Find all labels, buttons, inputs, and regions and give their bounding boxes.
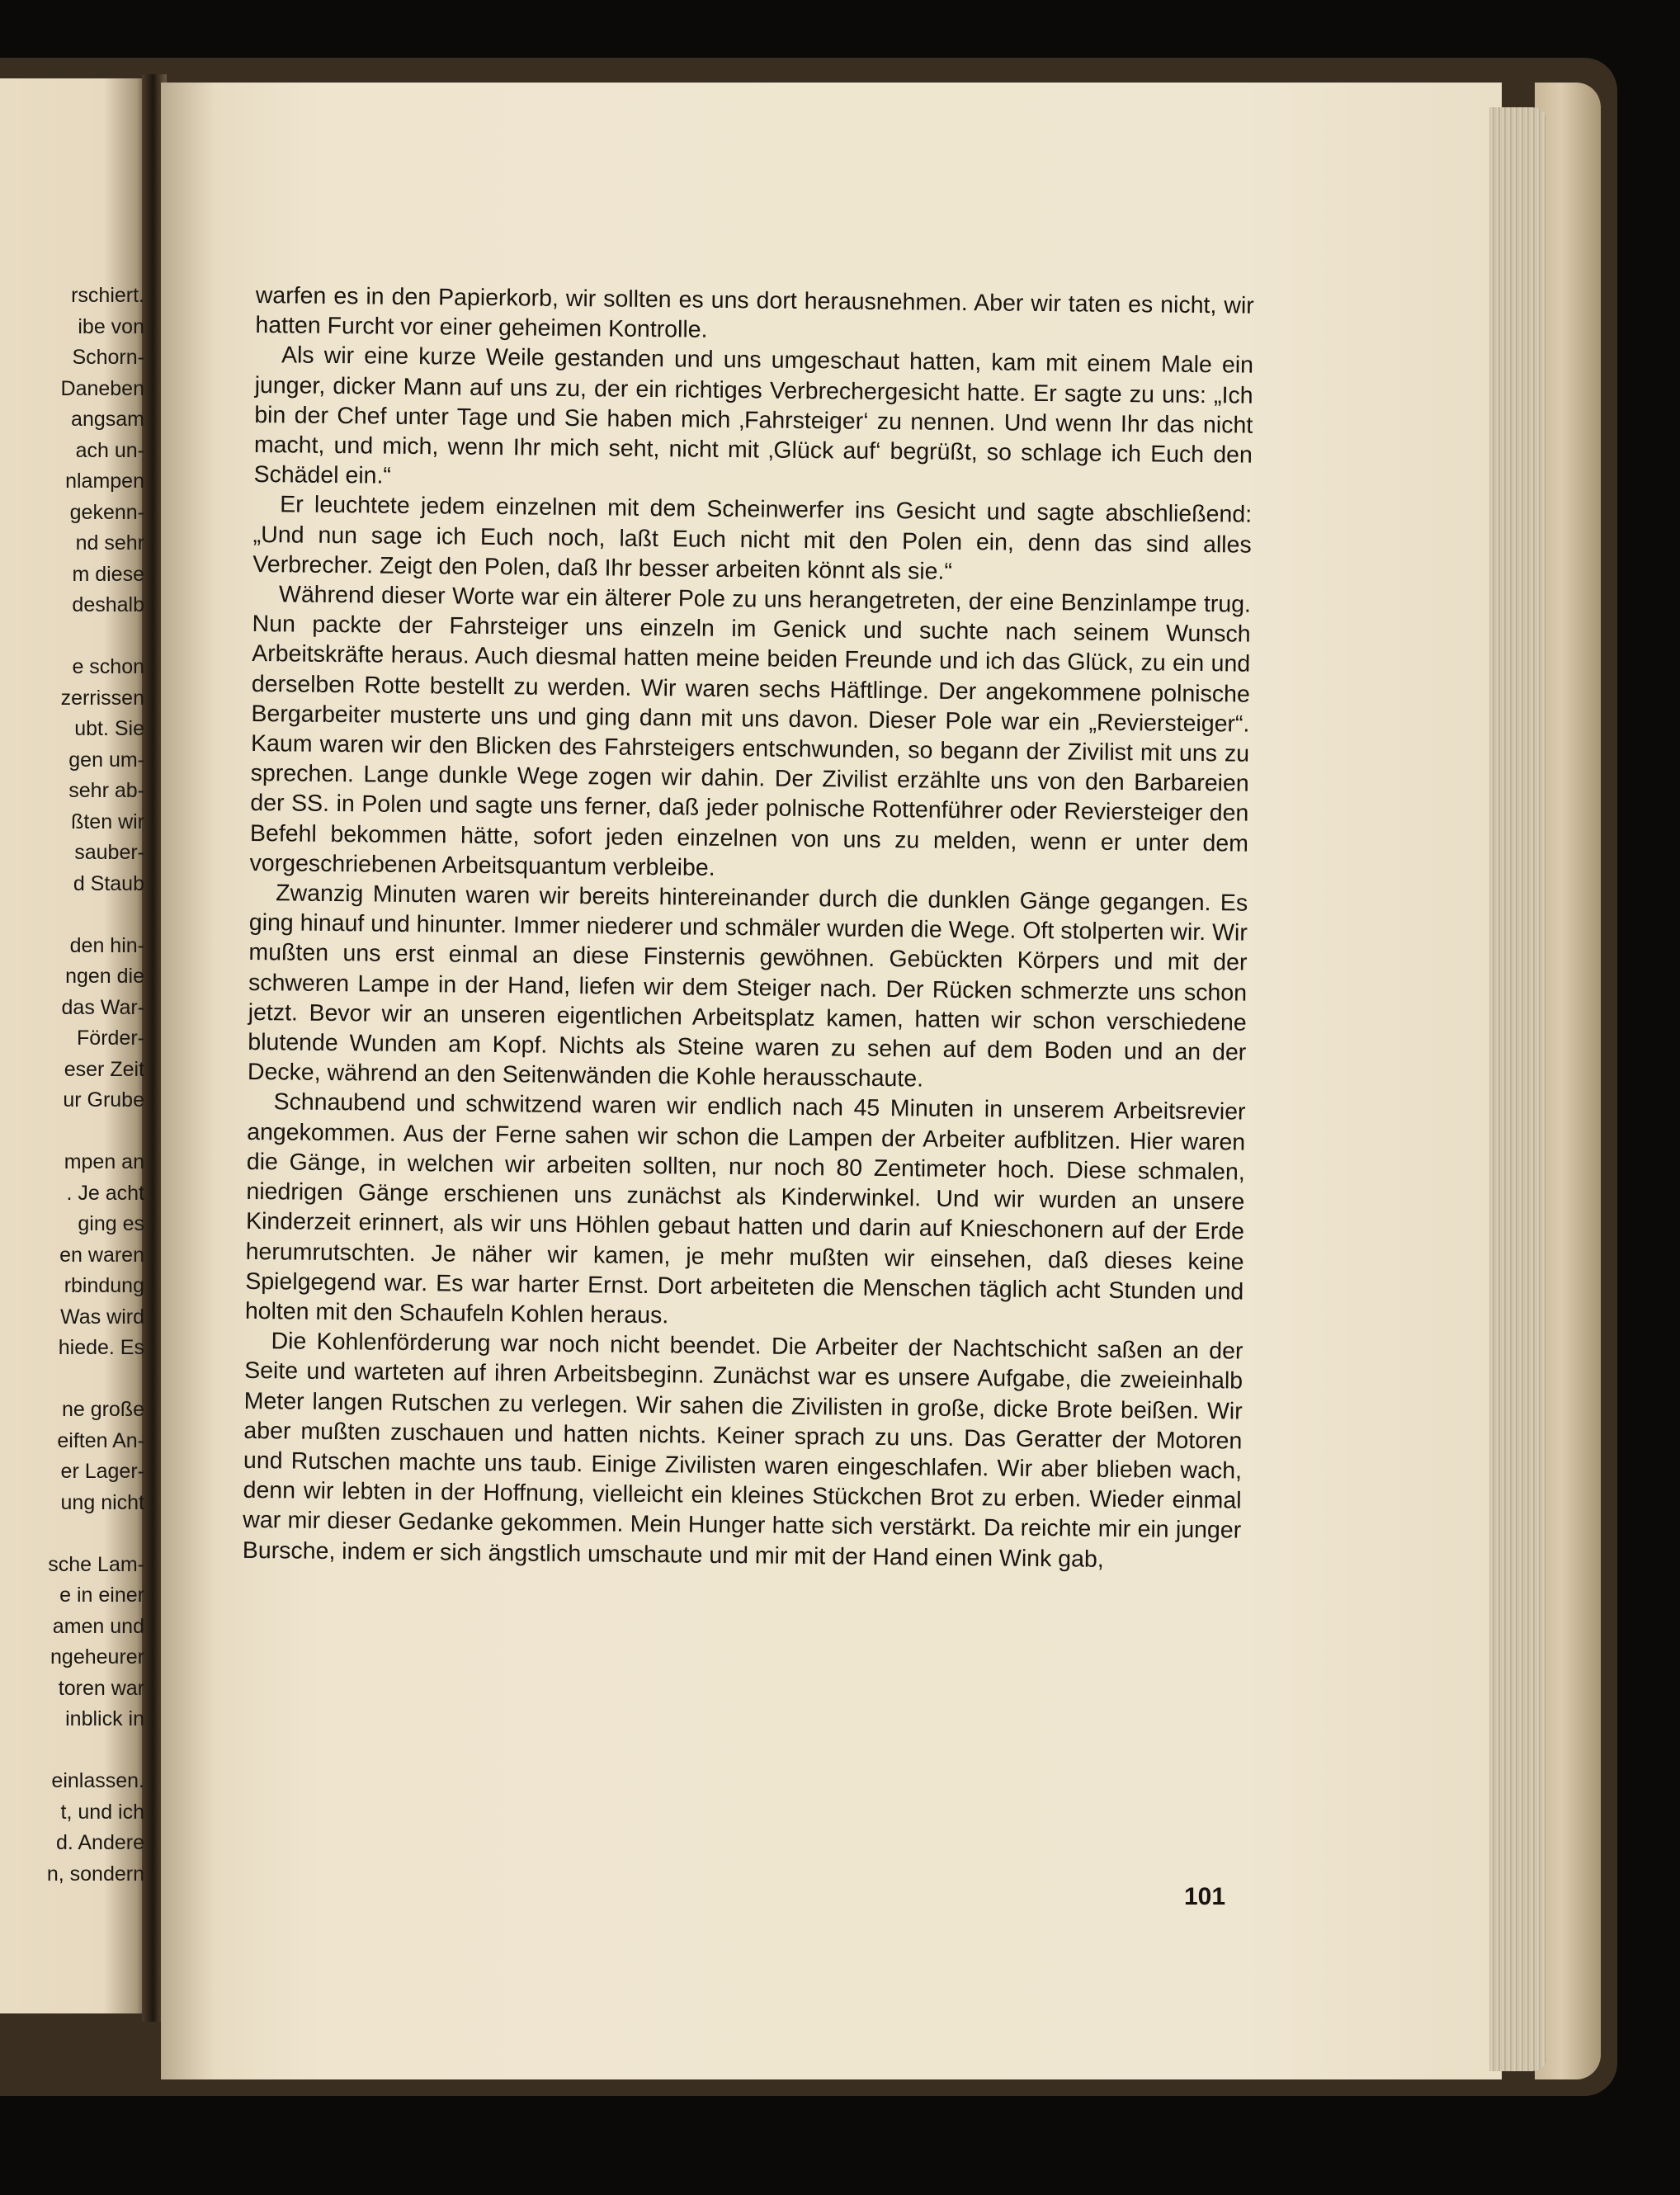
- paragraph: Schnaubend und schwitzend waren wir endlich nach 45 Minuten in unserem Arbeitsrevier angekommen. Aus der Ferne sahen wir schon die Lampen der Arbeiter aufblitzen. Hier waren die Gänge, in welchen wir arbeiten sollten, nur noch 80 Zentimeter hoch. Diese schmalen, niedrigen Gänge erschienen uns zunächst als Kinderwinkel. Und wir wurden an unsere Kinderzeit erinnert, als wir uns Höhlen gebaut hatten und darin auf Knieschonern auf der Erde herumrutschten. Je näher wir kamen, je mehr mußten wir einsehen, daß dieses keine Spielgegend war. Es war harter Ernst. Dort arbeiteten die Menschen täglich acht Stunden und holten mit den Schaufeln Kohlen heraus.: [244, 1088, 1246, 1329]
- left-page-line: n, sondern: [46, 1862, 144, 1886]
- left-page-line: zerrissen: [60, 686, 144, 710]
- left-page-line: amen und: [52, 1614, 144, 1638]
- left-page-line: rbindung: [64, 1274, 144, 1297]
- left-page-line: rschiert.: [71, 284, 144, 307]
- left-page-line: Was wird: [60, 1305, 144, 1329]
- left-page-line: ging es: [78, 1212, 144, 1235]
- left-page-gap: [0, 1116, 144, 1148]
- left-page-line: ur Grube: [63, 1088, 144, 1112]
- left-page-line: t, und ich: [60, 1800, 144, 1824]
- left-page-line: angsam: [71, 408, 144, 431]
- left-page-gap: [0, 1364, 144, 1395]
- left-page-line: gen um-: [68, 748, 144, 772]
- left-page-line: Schorn-: [72, 346, 144, 369]
- left-page-line: sche Lam-: [48, 1552, 144, 1576]
- left-page-line: ung nicht: [60, 1490, 144, 1514]
- paragraph: Zwanzig Minuten waren wir bereits hintereinander durch die dunklen Gänge gegangen. Es ging hinauf und hinunter. Immer niederer und schmäler wurden die Wege. Oft stolperten wir. Wir mußten uns erst einmal an diese Finsternis gewöhnen. Gebückten Körpers und mit der schweren Lampe in der Hand, liefen wir dem Steiger nach. Der Rücken schmerzte uns schon jetzt. Bevor wir an unseren eigentlichen Arbeitsplatz kamen, hatten wir schon verschiedene blutende Wunden am Kopf. Nichts als Steine waren zu sehen auf dem Boden und an der Decke, während an den Seitenwänden die Kohle herausschaute.: [247, 880, 1248, 1093]
- page-edges: [1489, 107, 1547, 2071]
- left-page-line: er Lager-: [60, 1460, 144, 1483]
- left-page-gap: [0, 899, 144, 931]
- left-page-line: . Je acht: [66, 1181, 144, 1205]
- paragraph: Die Kohlenförderung war noch nicht beendet. Die Arbeiter der Nachtschicht saßen an der Seite und warteten auf ihren Arbeitsbeginn. Zunächst war es unsere Aufgabe, die zweieinhalb Meter langen Rutschen zu verlegen. Wir sahen die Zivilisten in große, dicke Brote beißen. Wir aber mußten zuschauen und hatten nichts. Keiner sprach zu uns. Das Geratter der Motoren und Rutschen machte uns taub. Einige Zivilisten waren eingeschlafen. Wir aber blieben wach, denn wir lebten in der Hoffnung, vielleicht ein kleines Stückchen Brot zu erben. Wieder einmal war mir dieser Gedanke gekommen. Mein Hunger hatte sich verstärkt. Da reichte mir ein junger Bursche, indem er sich ängstlich umschaute und mir mit der Hand einen Wink gab,: [242, 1328, 1243, 1573]
- left-page-line: nd sehr: [75, 531, 144, 555]
- left-page-line: eiften An-: [57, 1428, 144, 1452]
- left-page-line: hiede. Es: [58, 1336, 144, 1359]
- left-page-line: nlampen: [65, 470, 144, 493]
- paragraph: Während dieser Worte war ein älterer Pole zu uns herangetreten, der eine Benzinlampe trug. Nun packte der Fahrsteiger uns einzeln im Genick und suchte nach seinem Wunsch Arbeitskräfte heraus. Auch diesmal hatten meine beiden Freunde und ich das Glück, zu ein und derselben Rotte bestellt zu werden. Wir waren sechs Häftlinge. Der angekommene polnische Bergarbeiter musterte uns und ging dann mit uns davon. Dieser Pole war ein „Reviersteiger“. Kaum waren wir den Blicken des Fahrsteigers entschwunden, so begann der Zivilist mit uns zu sprechen. Lange dunkle Wege zogen wir dahin. Der Zivilist erzählte uns von den Barbareien der SS. in Polen und sagte uns ferner, daß jeder polnische Rottenführer oder Reviersteiger den Befehl bekommen hätte, sofort jeden einzelnen von uns zu melden, wenn er unter dem vorgeschriebenen Arbeitsquantum verbleibe.: [249, 581, 1252, 881]
- left-page-line: m diese: [72, 562, 144, 586]
- left-page-line: einlassen.: [51, 1769, 144, 1792]
- right-page-text: [243, 281, 1254, 1575]
- left-page-line: sauber-: [74, 841, 144, 864]
- left-page-line: en waren: [59, 1243, 144, 1267]
- paragraph: Er leuchtete jedem einzelnen mit dem Scheinwerfer ins Gesicht und sagte abschließend: „Und nun sage ich Euch noch, laßt Euch nicht mit den Polen ein, denn das sind alles Verbrecher. Zeigt den Polen, daß Ihr besser arbeiten könnt als sie.“: [252, 491, 1253, 585]
- left-page-line: toren war: [58, 1676, 144, 1700]
- left-page-gap: [0, 621, 144, 653]
- left-page-line: ngeheurer: [50, 1645, 144, 1669]
- left-page-line: ßten wir: [71, 810, 144, 833]
- left-page-line: inblick in: [65, 1707, 144, 1730]
- paragraph: Als wir eine kurze Weile gestanden und uns umgeschaut hatten, kam mit einem Male ein junger, dicker Mann auf uns zu, der ein richtiges Verbrechergesicht hatte. Er sagte zu uns: „Ich bin der Chef unter Tage und Sie haben mich ‚Fahrsteiger‘ zu nennen. Und wenn Ihr das nicht macht, und mich, wenn Ihr mich seht, nicht mit ‚Glück auf‘ begrüßt, so schlage ich Euch den Schädel ein.“: [253, 342, 1254, 489]
- left-page-line: eser Zeit: [64, 1057, 144, 1081]
- left-page-line: ach un-: [75, 438, 144, 462]
- left-page-line: das War-: [61, 995, 144, 1019]
- left-page-line: ngen die: [65, 965, 144, 988]
- left-page-line: Förder-: [77, 1027, 144, 1050]
- paragraph: warfen es in den Papierkorb, wir sollten es uns dort herausnehmen. Aber wir taten es nicht, wir hatten Furcht vor einer geheimen Kontrolle.: [255, 281, 1254, 343]
- left-page-line: d. Andere: [55, 1831, 144, 1854]
- left-page-line: e in einer: [59, 1584, 144, 1607]
- left-page-line: sehr ab-: [68, 779, 144, 802]
- left-page-line: deshalb: [72, 593, 144, 616]
- left-page-line: d Staub: [73, 871, 144, 895]
- page-number: 101: [1184, 1883, 1226, 1910]
- left-page-line: mpen an: [64, 1150, 144, 1173]
- left-page-gap: [0, 1735, 144, 1767]
- left-page-text: [0, 281, 144, 1890]
- left-page-line: ne große: [61, 1398, 144, 1421]
- left-page-gap: [0, 1518, 144, 1550]
- left-page-line: e schon: [72, 655, 144, 678]
- left-page-line: gekenn-: [69, 500, 144, 524]
- left-page-line: Daneben: [60, 376, 144, 400]
- left-page-line: ubt. Sie: [74, 717, 144, 740]
- left-page-line: ibe von: [78, 314, 144, 338]
- left-page-line: den hin-: [69, 933, 144, 957]
